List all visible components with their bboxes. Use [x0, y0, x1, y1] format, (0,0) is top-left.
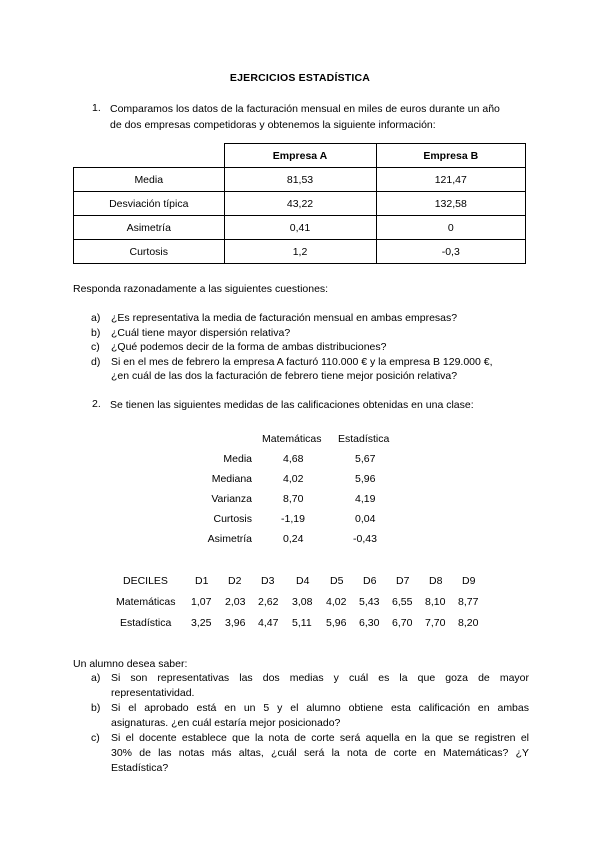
- list-item-text-line-3: Estadística?: [111, 762, 169, 774]
- deciles-header: D9: [462, 575, 476, 587]
- deciles-header: D2: [228, 575, 242, 587]
- deciles-header: D8: [429, 575, 443, 587]
- list-item: [91, 671, 529, 701]
- measures-row-label: Varianza: [211, 493, 252, 505]
- measures-cell-estadistica: 4,19: [355, 493, 376, 505]
- table-cell-b: 0: [376, 216, 526, 240]
- table-row-label: Curtosis: [74, 240, 225, 264]
- deciles-value: 5,11: [292, 617, 312, 629]
- exercise-1-intro: [110, 101, 530, 133]
- deciles-header: D4: [296, 575, 310, 587]
- table-header-empresa-b: Empresa B: [376, 144, 526, 168]
- list-item-text-line-2: ¿en cuál de las dos la facturación de febrero tiene mejor posición relativa?: [111, 370, 458, 382]
- deciles-value: 1,07: [191, 596, 212, 608]
- list-item-letter: c): [91, 732, 100, 744]
- exercise-1-intro-line-1: Comparamos los datos de la facturación mensual en miles de euros durante un año: [110, 103, 500, 115]
- exercise-1-number: 1.: [92, 102, 101, 114]
- measures-cell-estadistica: -0,43: [353, 533, 377, 545]
- deciles-header-label: DECILES: [123, 575, 168, 587]
- deciles-value: 3,25: [191, 617, 212, 629]
- measures-cell-matematicas: 0,24: [283, 533, 304, 545]
- exercise-2-questions: [91, 671, 529, 776]
- measures-cell-estadistica: 0,04: [355, 513, 376, 525]
- list-item-text-line-2: asignaturas. ¿en cuál estaría mejor posicionado?: [111, 717, 341, 729]
- measures-cell-matematicas: -1,19: [281, 513, 305, 525]
- list-item-letter: b): [91, 326, 101, 339]
- list-item: [91, 340, 529, 355]
- measures-cell-matematicas: 4,02: [283, 473, 304, 485]
- deciles-row-label: Estadística: [120, 617, 172, 629]
- deciles-value: 3,96: [225, 617, 246, 629]
- list-item-letter: d): [91, 355, 101, 368]
- page-title: EJERCICIOS ESTADÍSTICA: [229, 72, 371, 84]
- table-cell-a: 0,41: [224, 216, 376, 240]
- table-corner-cell: [74, 144, 225, 168]
- exercise-2-ask: Un alumno desea saber:: [73, 658, 188, 670]
- deciles-value: 8,10: [425, 596, 446, 608]
- deciles-value: 7,70: [425, 617, 446, 629]
- list-item: [91, 311, 529, 326]
- table-cell-b: 132,58: [376, 192, 526, 216]
- table-header-row: [74, 144, 526, 168]
- list-item-text: ¿Qué podemos decir de la forma de ambas distribuciones?: [111, 341, 387, 353]
- deciles-value: 5,96: [326, 617, 347, 629]
- list-item-text-line-1: Si en el mes de febrero la empresa A facturó 110.000 € y la empresa B 129.000 €,: [111, 355, 493, 368]
- measures-row-label: Media: [223, 453, 252, 465]
- deciles-value: 6,70: [392, 617, 413, 629]
- deciles-header: D7: [396, 575, 410, 587]
- list-item-text-line-1: Si son representativas las dos medias y cuál es la que goza de mayor: [111, 672, 529, 684]
- exercise-1-intro-line-2: de dos empresas competidoras y obtenemos la siguiente información:: [110, 119, 436, 131]
- list-item-text-line-2: representatividad.: [111, 687, 195, 699]
- list-item-text-line-1: Si el aprobado está en un 5 y el alumno obtiene esta calificación en ambas: [111, 702, 529, 714]
- list-item-letter: c): [91, 341, 100, 353]
- measures-cell-matematicas: 8,70: [283, 493, 304, 505]
- exercise-1-questions: [91, 311, 529, 384]
- table-header-empresa-a: Empresa A: [224, 144, 376, 168]
- list-item: [91, 326, 529, 341]
- list-item-text: ¿Cuál tiene mayor dispersión relativa?: [111, 326, 291, 339]
- measures-cell-estadistica: 5,96: [355, 473, 376, 485]
- measures-header-estadistica: Estadística: [338, 433, 390, 445]
- measures-row-label: Curtosis: [213, 513, 252, 525]
- exercise-2-intro: Se tienen las siguientes medidas de las calificaciones obtenidas en una clase:: [110, 399, 474, 411]
- table-row: [74, 192, 526, 216]
- deciles-header: D1: [195, 575, 209, 587]
- measures-row-label: Asimetría: [207, 533, 252, 545]
- table-row-label: Media: [74, 168, 225, 192]
- list-item-letter: a): [91, 312, 101, 324]
- list-item-text-line-1: Si el docente establece que la nota de corte será aquella en la que se registren el: [111, 732, 529, 744]
- deciles-row-label: Matemáticas: [116, 596, 176, 608]
- table-row-label: Desviación típica: [74, 192, 225, 216]
- list-item: [91, 701, 529, 731]
- deciles-header: D6: [363, 575, 377, 587]
- deciles-value: 5,43: [359, 596, 380, 608]
- deciles-value: 6,30: [359, 617, 380, 629]
- deciles-value: 8,20: [458, 617, 479, 629]
- deciles-value: 4,47: [258, 617, 279, 629]
- company-comparison-table: [73, 143, 526, 264]
- deciles-value: 8,77: [458, 596, 479, 608]
- list-item-letter: b): [91, 702, 101, 714]
- table-row: [74, 240, 526, 264]
- measures-cell-matematicas: 4,68: [283, 453, 304, 465]
- measures-header-matematicas: Matemáticas: [262, 433, 322, 445]
- deciles-value: 2,62: [258, 596, 279, 608]
- table-cell-a: 81,53: [224, 168, 376, 192]
- list-item: [91, 731, 529, 776]
- exercise-1-instruction: Responda razonadamente a las siguientes cuestiones:: [73, 283, 329, 295]
- deciles-value: 3,08: [292, 596, 313, 608]
- table-row: [74, 168, 526, 192]
- table-row-label: Asimetría: [74, 216, 225, 240]
- table-cell-a: 43,22: [224, 192, 376, 216]
- deciles-value: 2,03: [225, 596, 246, 608]
- deciles-value: 6,55: [392, 596, 413, 608]
- list-item-text-line-2: 30% de las notas más altas, ¿cuál será la nota de corte en Matemáticas? ¿Y: [111, 747, 529, 759]
- exercise-2-number: 2.: [92, 398, 101, 410]
- measures-row-label: Mediana: [211, 473, 252, 485]
- deciles-header: D3: [261, 575, 275, 587]
- deciles-value: 4,02: [326, 596, 347, 608]
- table-row: [74, 216, 526, 240]
- list-item: [91, 355, 529, 384]
- table-cell-b: 121,47: [376, 168, 526, 192]
- table-cell-a: 1,2: [224, 240, 376, 264]
- deciles-header: D5: [330, 575, 344, 587]
- list-item-text: ¿Es representativa la media de facturación mensual en ambas empresas?: [111, 312, 458, 324]
- table-cell-b: -0,3: [376, 240, 526, 264]
- list-item-letter: a): [91, 672, 101, 684]
- measures-cell-estadistica: 5,67: [355, 453, 376, 465]
